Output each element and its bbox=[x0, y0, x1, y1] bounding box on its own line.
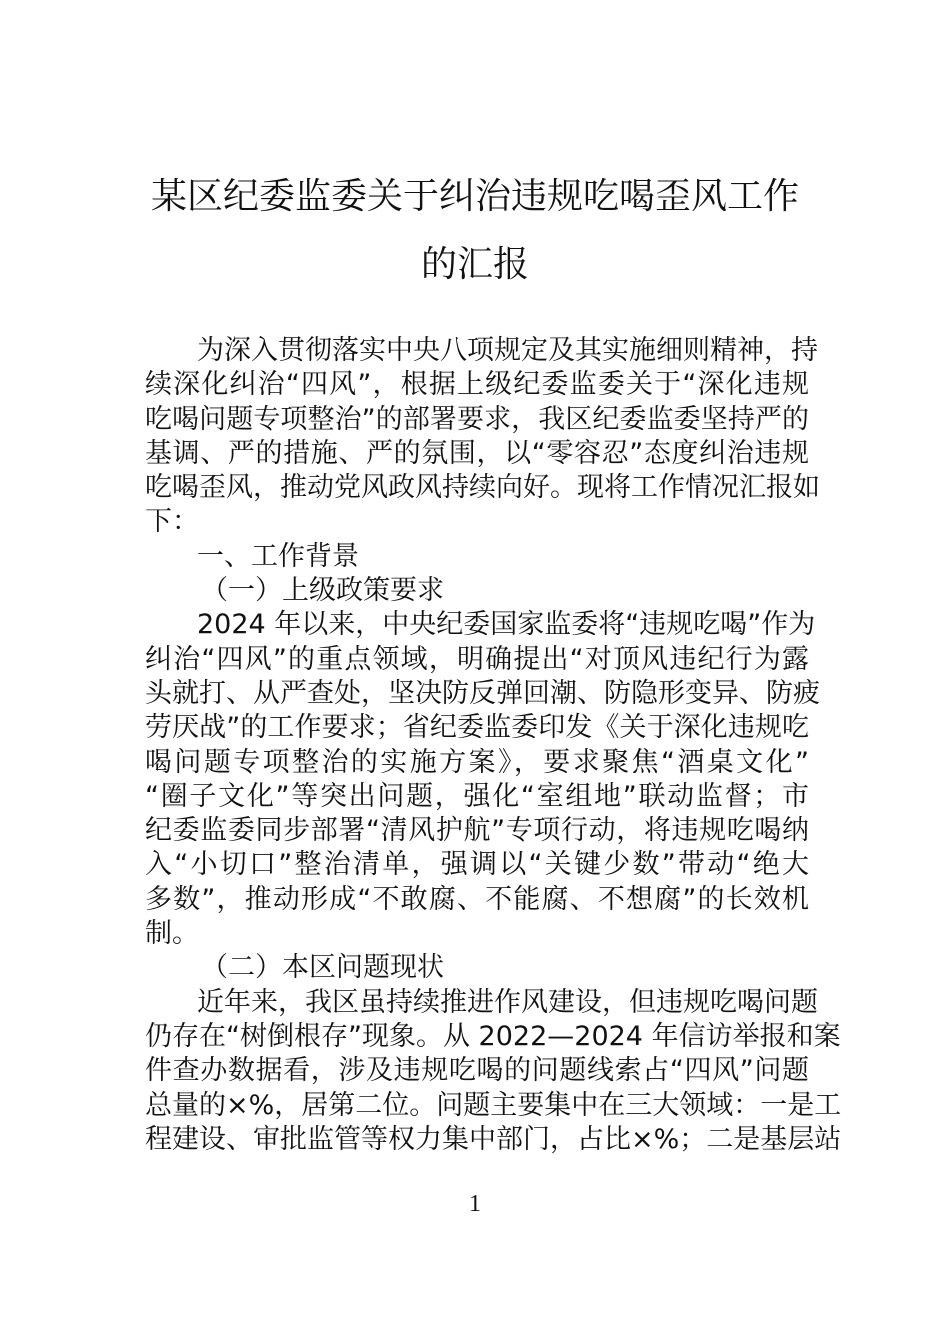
document-title-line-2: 的汇报 bbox=[420, 244, 529, 285]
document-title-line-1: 某区纪委监委关于纠治违规吃喝歪风工作 bbox=[150, 176, 799, 217]
paragraph-line: 劳厌战”的工作要求；省纪委监委印发《关于深化违规吃 bbox=[145, 712, 809, 744]
subsection-heading: （一）上级政策要求 bbox=[201, 575, 444, 607]
paragraph-line: 近年来，我区虽持续推进作风建设，但违规吃喝问题 bbox=[197, 986, 818, 1018]
paragraph-line: 吃喝问题专项整治”的部署要求，我区纪委监委坚持严的 bbox=[145, 403, 809, 435]
paragraph-line: 续深化纠治“四风”，根据上级纪委监委关于“深化违规 bbox=[145, 369, 809, 401]
paragraph-line: 吃喝歪风，推动党风政风持续向好。现将工作情况汇报如 bbox=[145, 472, 820, 504]
paragraph-line: 头就打、从严查处，坚决防反弹回潮、防隐形变异、防疲 bbox=[145, 677, 820, 709]
paragraph-line: 2024 年以来，中央纪委国家监委将“违规吃喝”作为 bbox=[197, 609, 816, 641]
paragraph-line: 下： bbox=[145, 506, 199, 538]
paragraph-line: 为深入贯彻落实中央八项规定及其实施细则精神，持 bbox=[197, 335, 818, 366]
paragraph-line: 总量的×%，居第二位。问题主要集中在三大领域：一是工 bbox=[145, 1089, 842, 1121]
document-body bbox=[145, 334, 842, 1157]
paragraph-line: 入“小切口”整治清单，强调以“关键少数”带动“绝大 bbox=[145, 849, 809, 881]
paragraph-line: 程建设、审批监管等权力集中部门，占比×%；二是基层站 bbox=[145, 1123, 842, 1155]
intro-paragraph bbox=[145, 334, 820, 540]
paragraph-line: 制。 bbox=[145, 918, 199, 950]
page-number: 1 bbox=[469, 1191, 481, 1217]
paragraph-line: 喝问题专项整治的实施方案》，要求聚焦“酒桌文化” bbox=[145, 746, 809, 778]
subsection-heading: （二）本区问题现状 bbox=[201, 952, 444, 984]
current-situation-paragraph bbox=[145, 986, 842, 1157]
section-heading: 一、工作背景 bbox=[197, 540, 359, 572]
paragraph-line: 件查办数据看，涉及违规吃喝的问题线索占“四风”问题 bbox=[145, 1055, 809, 1087]
paragraph-line: 纪委监委同步部署“清风护航”专项行动，将违规吃喝纳 bbox=[145, 815, 809, 847]
paragraph-line: 多数”，推动形成“不敢腐、不能腐、不想腐”的长效机 bbox=[145, 883, 809, 915]
paragraph-line: 仍存在“树倒根存”现象。从 2022—2024 年信访举报和案 bbox=[145, 1020, 841, 1052]
policy-requirements-paragraph bbox=[145, 608, 820, 951]
paragraph-line: “圈子文化”等突出问题，强化“室组地”联动监督；市 bbox=[145, 780, 809, 812]
paragraph-line: 基调、严的措施、严的氛围，以“零容忍”态度纠治违规 bbox=[145, 437, 809, 469]
paragraph-line: 纠治“四风”的重点领域，明确提出“对顶风违纪行为露 bbox=[145, 643, 809, 675]
